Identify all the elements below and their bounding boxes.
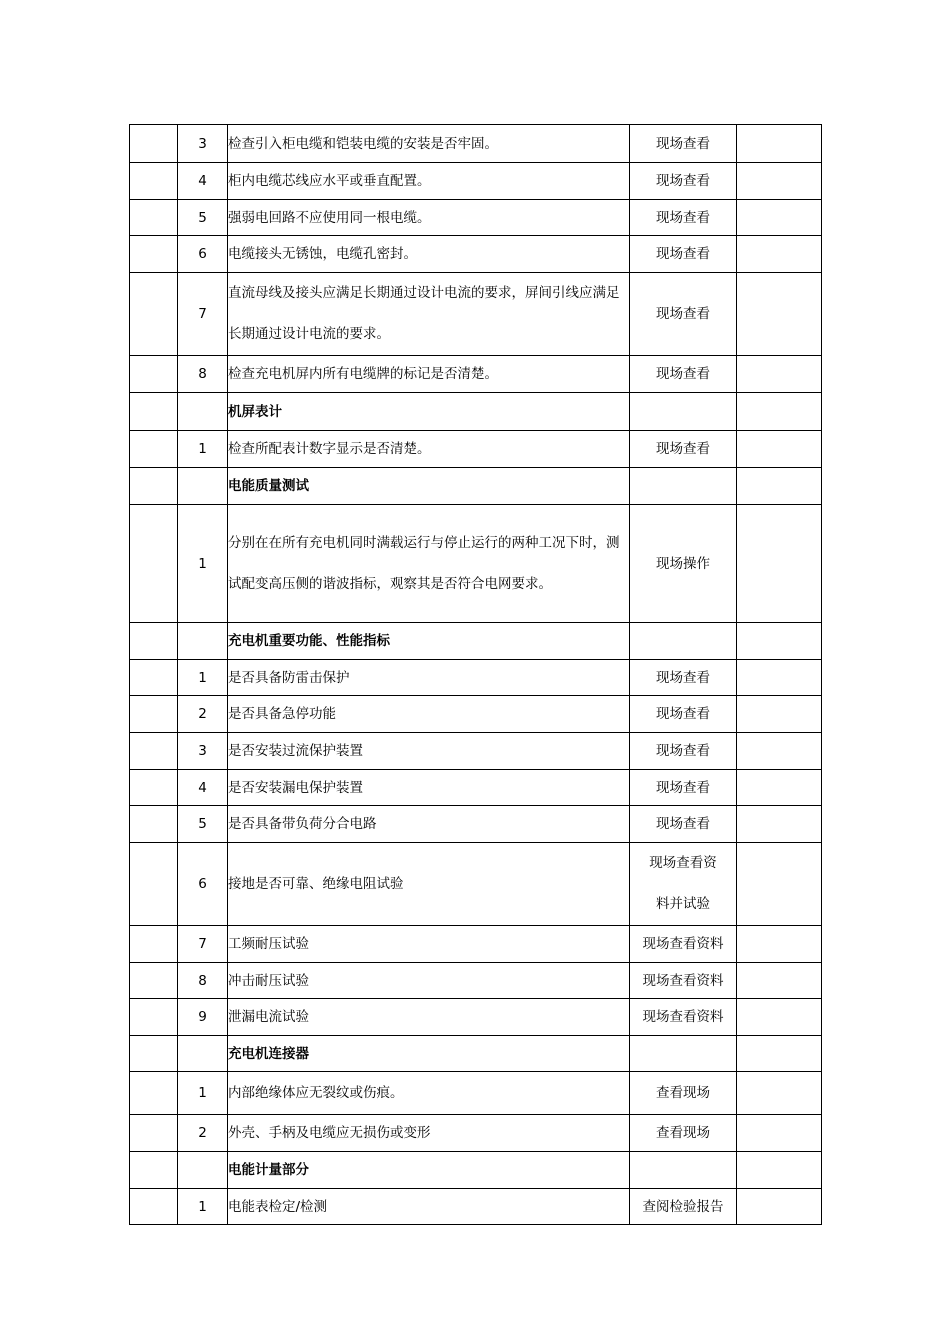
item-number: 7 [178, 273, 228, 356]
inspection-method: 现场查看 [630, 806, 737, 843]
category-cell [130, 733, 178, 770]
table-row [130, 163, 822, 200]
category-cell [130, 125, 178, 163]
item-description: 电能表检定/检测 [228, 1189, 630, 1225]
item-description: 分别在在所有充电机同时满载运行与停止运行的两种工况下时，测试配变高压侧的谐波指标，观察其是否符合电网要求。 [228, 505, 630, 623]
result-cell [737, 200, 822, 236]
inspection-method: 现场查看 [630, 696, 737, 733]
result-cell [737, 963, 822, 999]
result-cell [737, 1152, 822, 1189]
inspection-method: 现场查看 [630, 770, 737, 806]
category-cell [130, 999, 178, 1036]
item-number: 9 [178, 999, 228, 1036]
result-cell [737, 999, 822, 1036]
item-description: 是否安装漏电保护装置 [228, 770, 630, 806]
item-number [178, 1152, 228, 1189]
result-cell [737, 125, 822, 163]
category-cell [130, 623, 178, 660]
result-cell [737, 356, 822, 393]
table-row [130, 125, 822, 163]
result-cell [737, 1115, 822, 1152]
category-cell [130, 926, 178, 963]
inspection-method: 现场查看 [630, 356, 737, 393]
section-title: 机屏表计 [228, 393, 630, 431]
inspection-method [630, 468, 737, 505]
item-description: 工频耐压试验 [228, 926, 630, 963]
result-cell [737, 1189, 822, 1225]
table-row [130, 236, 822, 273]
item-description: 是否具备防雷击保护 [228, 660, 630, 696]
category-cell [130, 356, 178, 393]
section-row [130, 393, 822, 431]
table-row [130, 806, 822, 843]
section-title: 电能计量部分 [228, 1152, 630, 1189]
item-number: 4 [178, 770, 228, 806]
result-cell [737, 273, 822, 356]
item-description: 检查充电机屏内所有电缆牌的标记是否清楚。 [228, 356, 630, 393]
result-cell [737, 770, 822, 806]
item-description: 柜内电缆芯线应水平或垂直配置。 [228, 163, 630, 200]
category-cell [130, 1189, 178, 1225]
item-number [178, 468, 228, 505]
category-cell [130, 393, 178, 431]
item-description: 强弱电回路不应使用同一根电缆。 [228, 200, 630, 236]
result-cell [737, 696, 822, 733]
inspection-method: 现场查看 [630, 163, 737, 200]
table-row [130, 696, 822, 733]
table-row [130, 926, 822, 963]
inspection-method: 现场查看 [630, 125, 737, 163]
item-number: 1 [178, 431, 228, 468]
table-row [130, 273, 822, 356]
result-cell [737, 843, 822, 926]
inspection-method: 现场查看 [630, 236, 737, 273]
item-number: 3 [178, 125, 228, 163]
inspection-method: 现场查看 [630, 660, 737, 696]
result-cell [737, 926, 822, 963]
table-row [130, 733, 822, 770]
item-number: 4 [178, 163, 228, 200]
table-row [130, 999, 822, 1036]
result-cell [737, 393, 822, 431]
inspection-method: 现场查看 [630, 200, 737, 236]
category-cell [130, 163, 178, 200]
inspection-table [129, 124, 822, 1225]
section-title: 充电机重要功能、性能指标 [228, 623, 630, 660]
item-number: 1 [178, 660, 228, 696]
section-row [130, 468, 822, 505]
item-number: 6 [178, 843, 228, 926]
category-cell [130, 273, 178, 356]
table-row [130, 431, 822, 468]
item-number [178, 1036, 228, 1072]
inspection-method: 现场查看资料 [630, 926, 737, 963]
inspection-method [630, 1036, 737, 1072]
item-number: 8 [178, 356, 228, 393]
item-number [178, 393, 228, 431]
item-description: 直流母线及接头应满足长期通过设计电流的要求，屏间引线应满足长期通过设计电流的要求。 [228, 273, 630, 356]
inspection-method: 现场操作 [630, 505, 737, 623]
item-description: 冲击耐压试验 [228, 963, 630, 999]
result-cell [737, 1072, 822, 1115]
section-title: 电能质量测试 [228, 468, 630, 505]
item-description: 电缆接头无锈蚀，电缆孔密封。 [228, 236, 630, 273]
item-number: 1 [178, 1072, 228, 1115]
item-number: 2 [178, 696, 228, 733]
result-cell [737, 806, 822, 843]
item-description: 内部绝缘体应无裂纹或伤痕。 [228, 1072, 630, 1115]
section-row [130, 1036, 822, 1072]
result-cell [737, 623, 822, 660]
table-row [130, 1072, 822, 1115]
inspection-method: 查看现场 [630, 1072, 737, 1115]
inspection-method: 查看现场 [630, 1115, 737, 1152]
category-cell [130, 1036, 178, 1072]
inspection-method: 现场查看资料 [630, 999, 737, 1036]
table-row [130, 1189, 822, 1225]
category-cell [130, 505, 178, 623]
result-cell [737, 431, 822, 468]
inspection-method [630, 1152, 737, 1189]
item-number [178, 623, 228, 660]
item-number: 3 [178, 733, 228, 770]
category-cell [130, 770, 178, 806]
category-cell [130, 1115, 178, 1152]
item-number: 6 [178, 236, 228, 273]
result-cell [737, 1036, 822, 1072]
category-cell [130, 200, 178, 236]
item-description: 泄漏电流试验 [228, 999, 630, 1036]
inspection-method: 现场查看资料 [630, 963, 737, 999]
table-row [130, 200, 822, 236]
category-cell [130, 660, 178, 696]
result-cell [737, 468, 822, 505]
result-cell [737, 505, 822, 623]
category-cell [130, 843, 178, 926]
item-number: 1 [178, 1189, 228, 1225]
item-description: 是否安装过流保护装置 [228, 733, 630, 770]
item-number: 7 [178, 926, 228, 963]
item-number: 8 [178, 963, 228, 999]
category-cell [130, 236, 178, 273]
section-row [130, 623, 822, 660]
category-cell [130, 1072, 178, 1115]
table-row [130, 963, 822, 999]
category-cell [130, 468, 178, 505]
inspection-method: 现场查看 [630, 273, 737, 356]
category-cell [130, 696, 178, 733]
item-description: 检查所配表计数字显示是否清楚。 [228, 431, 630, 468]
category-cell [130, 963, 178, 999]
category-cell [130, 1152, 178, 1189]
category-cell [130, 431, 178, 468]
inspection-method [630, 393, 737, 431]
item-description: 检查引入柜电缆和铠装电缆的安装是否牢固。 [228, 125, 630, 163]
section-title: 充电机连接器 [228, 1036, 630, 1072]
result-cell [737, 660, 822, 696]
item-number: 5 [178, 200, 228, 236]
inspection-method: 现场查看 [630, 733, 737, 770]
category-cell [130, 806, 178, 843]
result-cell [737, 733, 822, 770]
item-number: 2 [178, 1115, 228, 1152]
table-row [130, 660, 822, 696]
table-row [130, 356, 822, 393]
inspection-method: 现场查看资料并试验 [630, 843, 737, 926]
item-number: 1 [178, 505, 228, 623]
table-row [130, 770, 822, 806]
item-description: 接地是否可靠、绝缘电阻试验 [228, 843, 630, 926]
table-row [130, 505, 822, 623]
inspection-method: 查阅检验报告 [630, 1189, 737, 1225]
item-description: 是否具备急停功能 [228, 696, 630, 733]
item-description: 外壳、手柄及电缆应无损伤或变形 [228, 1115, 630, 1152]
item-number: 5 [178, 806, 228, 843]
item-description: 是否具备带负荷分合电路 [228, 806, 630, 843]
table-row [130, 843, 822, 926]
result-cell [737, 236, 822, 273]
inspection-method: 现场查看 [630, 431, 737, 468]
table-row [130, 1115, 822, 1152]
inspection-method [630, 623, 737, 660]
result-cell [737, 163, 822, 200]
section-row [130, 1152, 822, 1189]
